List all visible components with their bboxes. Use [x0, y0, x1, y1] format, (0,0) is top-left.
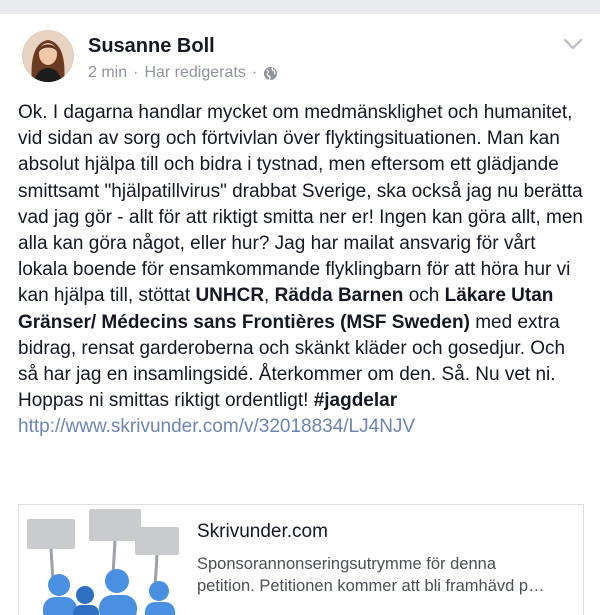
feed-background-strip — [0, 0, 600, 14]
preview-description-line: Sponsorannonseringsutrymme för denna — [197, 555, 497, 573]
post-text: och — [403, 285, 445, 307]
meta-separator: · — [133, 64, 139, 81]
hashtag-link[interactable]: #jagdelar — [313, 390, 398, 412]
preview-title[interactable]: Skrivunder.com — [197, 521, 328, 542]
chevron-down-icon[interactable] — [562, 36, 584, 52]
mention-msf[interactable]: Läkare Utan Gränser/ Médecins sans Frontières (MSF Sweden) — [18, 285, 554, 333]
edited-label[interactable]: Har redigerats — [144, 64, 246, 81]
url-link[interactable]: http://www.skrivunder.com/v/32018834/LJ4NJV — [18, 416, 416, 438]
preview-description — [197, 553, 573, 597]
preview-description-line: petition. Petitionen kommer att bli framhävd p… — [197, 577, 545, 595]
feed-post — [0, 14, 600, 600]
punctuation: , — [264, 285, 275, 307]
preview-image — [19, 505, 179, 615]
mention-radda-barnen[interactable]: Rädda Barnen — [274, 285, 404, 307]
globe-icon[interactable] — [263, 66, 278, 81]
author-name[interactable]: Susanne Boll — [88, 35, 215, 57]
post-body — [18, 100, 584, 441]
post-text: Ok. I dagarna handlar mycket om medmänsklighet och humanitet, vid sidan av sorg och förtvivlan över flyktingsituationen. Man kan absolut hjälpa till och bidra i tystnad, men eftersom ett glädjande smittsamt "hjälpatillvirus" drabbat Sverige, ska också jag nu berätta vad jag gör - allt för att riktigt smitta ner er! Ingen kan göra allt, men alla kan göra något, eller hur? Jag har mailat ansvarig för vårt lokala boende för ensamkommande flyklingbarn för att höra hur vi kan hjälpa till, stöttat — [18, 102, 583, 307]
post-text: med extra bidrag, rensat garderoberna och skänkt kläder och gosedjur. Och så har jag en insamlingsidé. Återkommer om den. Så. Nu vet ni. Hoppas ni smittas riktigt ordentligt! — [18, 311, 566, 412]
meta-separator: · — [251, 64, 258, 81]
avatar-photo — [22, 30, 74, 82]
post-meta — [88, 64, 278, 82]
avatar[interactable] — [22, 30, 74, 82]
mention-unhcr[interactable]: UNHCR — [195, 285, 265, 307]
link-preview-card[interactable] — [18, 504, 584, 615]
timestamp[interactable]: 2 min — [88, 64, 128, 81]
